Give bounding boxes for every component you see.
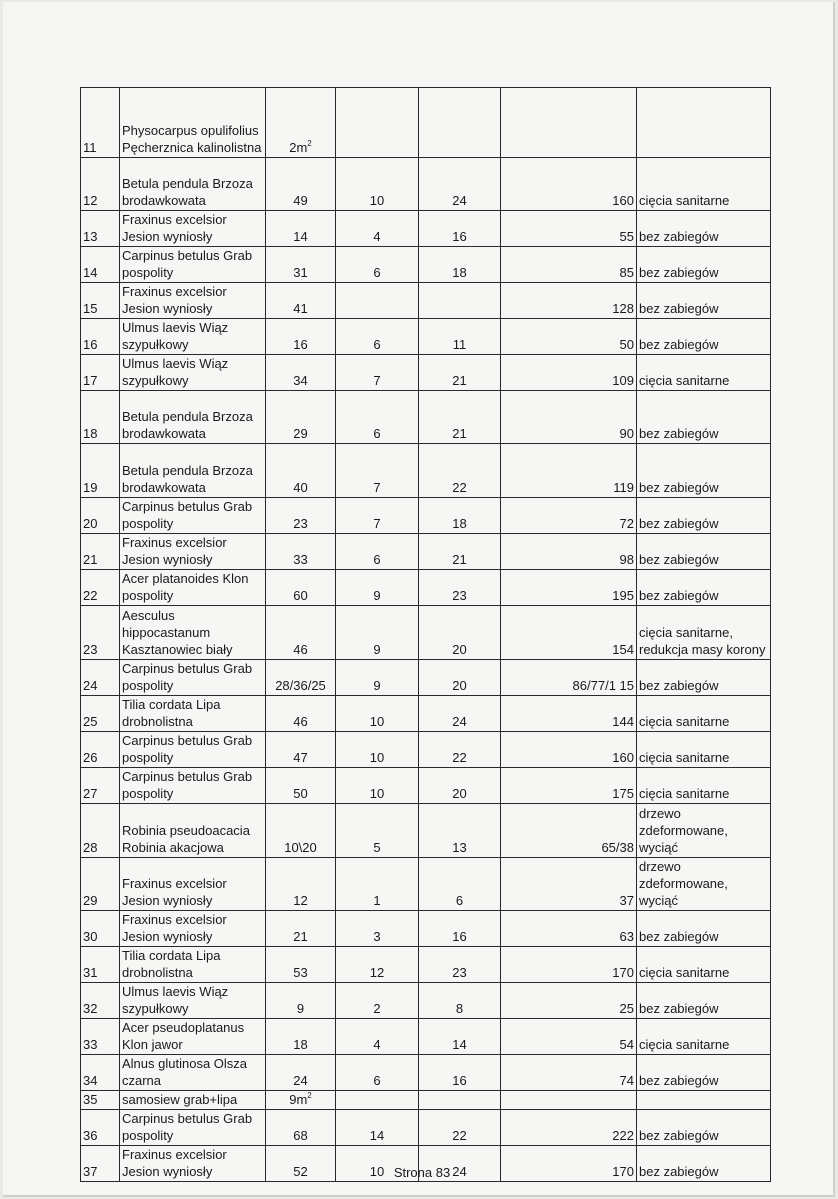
value-b-cell: 9 xyxy=(336,570,419,606)
treatment-cell: bez zabiegów xyxy=(637,534,771,570)
species-cell: Acer platanoides Klon pospolity xyxy=(120,570,266,606)
treatment-cell: bez zabiegów xyxy=(637,1055,771,1091)
row-number-cell: 32 xyxy=(81,983,120,1019)
value-a-cell: 9 xyxy=(266,983,336,1019)
row-number-cell: 25 xyxy=(81,696,120,732)
table-body xyxy=(81,88,771,1182)
table-row xyxy=(81,444,771,498)
row-number-cell: 21 xyxy=(81,534,120,570)
species-cell: Betula pendula Brzoza brodawkowata xyxy=(120,391,266,444)
species-cell: Betula pendula Brzoza brodawkowata xyxy=(120,444,266,498)
value-b-cell xyxy=(336,88,419,158)
table-row xyxy=(81,1055,771,1091)
treatment-cell: cięcia sanitarne xyxy=(637,732,771,768)
treatment-cell: bez zabiegów xyxy=(637,498,771,534)
value-a-cell: 33 xyxy=(266,534,336,570)
value-b-cell: 6 xyxy=(336,247,419,283)
value-b-cell: 10 xyxy=(336,732,419,768)
species-cell: Fraxinus excelsior Jesion wyniosły xyxy=(120,283,266,319)
value-a-cell: 24 xyxy=(266,1055,336,1091)
species-cell: Fraxinus excelsior Jesion wyniosły xyxy=(120,858,266,911)
value-d-cell: 98 xyxy=(501,534,637,570)
value-b-cell: 3 xyxy=(336,911,419,947)
value-b-cell: 1 xyxy=(336,858,419,911)
value-c-cell: 8 xyxy=(419,983,501,1019)
value-b-cell: 4 xyxy=(336,1019,419,1055)
value-c-cell: 11 xyxy=(419,319,501,355)
species-cell: Carpinus betulus Grab pospolity xyxy=(120,768,266,804)
species-cell: Carpinus betulus Grab pospolity xyxy=(120,247,266,283)
table-row xyxy=(81,1019,771,1055)
row-number-cell: 19 xyxy=(81,444,120,498)
value-b-cell: 4 xyxy=(336,211,419,247)
value-b-cell: 7 xyxy=(336,444,419,498)
value-b-cell: 10 xyxy=(336,768,419,804)
value-d-cell: 86/77/1 15 xyxy=(501,660,637,696)
value-b-cell: 10 xyxy=(336,1146,419,1182)
table-row xyxy=(81,319,771,355)
row-number-cell: 33 xyxy=(81,1019,120,1055)
table-row xyxy=(81,606,771,660)
row-number-cell: 29 xyxy=(81,858,120,911)
species-cell: Fraxinus excelsior Jesion wyniosły xyxy=(120,534,266,570)
value-a-cell: 49 xyxy=(266,158,336,211)
species-cell: Fraxinus excelsior Jesion wyniosły xyxy=(120,1146,266,1182)
value-d-cell: 154 xyxy=(501,606,637,660)
species-cell: Acer pseudoplatanus Klon jawor xyxy=(120,1019,266,1055)
species-cell: Ulmus laevis Wiąz szypułkowy xyxy=(120,355,266,391)
table-row xyxy=(81,391,771,444)
species-cell: Carpinus betulus Grab pospolity xyxy=(120,660,266,696)
value-b-cell: 9 xyxy=(336,606,419,660)
value-d-cell: 160 xyxy=(501,732,637,768)
value-d-cell: 85 xyxy=(501,247,637,283)
value-a-cell: 29 xyxy=(266,391,336,444)
table-row xyxy=(81,247,771,283)
treatment-cell: bez zabiegów xyxy=(637,570,771,606)
table-row xyxy=(81,696,771,732)
value-d-cell: 90 xyxy=(501,391,637,444)
value-c-cell: 22 xyxy=(419,444,501,498)
species-cell: Carpinus betulus Grab pospolity xyxy=(120,498,266,534)
table-row xyxy=(81,534,771,570)
row-number-cell: 26 xyxy=(81,732,120,768)
treatment-cell: cięcia sanitarne xyxy=(637,947,771,983)
value-d-cell: 65/38 xyxy=(501,804,637,858)
value-b-cell: 6 xyxy=(336,391,419,444)
value-c-cell: 18 xyxy=(419,247,501,283)
value-d-cell: 160 xyxy=(501,158,637,211)
value-d-cell: 170 xyxy=(501,1146,637,1182)
table-row xyxy=(81,1110,771,1146)
species-cell: Ulmus laevis Wiąz szypułkowy xyxy=(120,319,266,355)
value-c-cell: 16 xyxy=(419,1055,501,1091)
row-number-cell: 12 xyxy=(81,158,120,211)
treatment-cell xyxy=(637,1091,771,1110)
value-d-cell: 170 xyxy=(501,947,637,983)
treatment-cell: cięcia sanitarne xyxy=(637,355,771,391)
row-number-cell: 30 xyxy=(81,911,120,947)
treatment-cell: drzewo zdeformowane, wyciąć xyxy=(637,858,771,911)
row-number-cell: 22 xyxy=(81,570,120,606)
table-row xyxy=(81,283,771,319)
value-b-cell: 10 xyxy=(336,158,419,211)
value-c-cell xyxy=(419,1091,501,1110)
value-c-cell: 24 xyxy=(419,158,501,211)
value-d-cell: 109 xyxy=(501,355,637,391)
value-a-cell: 10\20 xyxy=(266,804,336,858)
species-cell: Betula pendula Brzoza brodawkowata xyxy=(120,158,266,211)
value-b-cell: 9 xyxy=(336,660,419,696)
table-row xyxy=(81,911,771,947)
treatment-cell: bez zabiegów xyxy=(637,211,771,247)
treatment-cell: cięcia sanitarne xyxy=(637,696,771,732)
value-c-cell: 22 xyxy=(419,1110,501,1146)
treatment-cell: bez zabiegów xyxy=(637,444,771,498)
treatment-cell: bez zabiegów xyxy=(637,911,771,947)
value-d-cell: 54 xyxy=(501,1019,637,1055)
value-c-cell xyxy=(419,283,501,319)
table-row xyxy=(81,158,771,211)
value-b-cell: 7 xyxy=(336,498,419,534)
value-c-cell: 16 xyxy=(419,211,501,247)
value-a-cell: $2m^2$ xyxy=(266,88,336,158)
row-number-cell: 15 xyxy=(81,283,120,319)
row-number-cell: 14 xyxy=(81,247,120,283)
value-b-cell: 6 xyxy=(336,319,419,355)
treatment-cell: cięcia sanitarne xyxy=(637,768,771,804)
row-number-cell: 11 xyxy=(81,88,120,158)
value-c-cell: 24 xyxy=(419,696,501,732)
value-d-cell xyxy=(501,1091,637,1110)
treatment-cell: bez zabiegów xyxy=(637,391,771,444)
value-c-cell: 14 xyxy=(419,1019,501,1055)
value-b-cell: 7 xyxy=(336,355,419,391)
value-c-cell xyxy=(419,88,501,158)
value-a-cell: $9m^2$ xyxy=(266,1091,336,1110)
value-c-cell: 22 xyxy=(419,732,501,768)
treatment-cell: bez zabiegów xyxy=(637,1110,771,1146)
table-row xyxy=(81,768,771,804)
page-number: Strona 83 xyxy=(393,1165,451,1180)
row-number-cell: 24 xyxy=(81,660,120,696)
table-row xyxy=(81,570,771,606)
value-b-cell: 2 xyxy=(336,983,419,1019)
species-cell: Ulmus laevis Wiąz szypułkowy xyxy=(120,983,266,1019)
value-c-cell: 21 xyxy=(419,391,501,444)
table-row xyxy=(81,983,771,1019)
value-a-cell: 53 xyxy=(266,947,336,983)
value-d-cell: 55 xyxy=(501,211,637,247)
species-cell: samosiew grab+lipa xyxy=(120,1091,266,1110)
species-cell: Tilia cordata Lipa drobnolistna xyxy=(120,696,266,732)
value-c-cell: 24 xyxy=(419,1146,501,1182)
species-cell: Robinia pseudoacacia Robinia akacjowa xyxy=(120,804,266,858)
table-row xyxy=(81,732,771,768)
treatment-cell: bez zabiegów xyxy=(637,660,771,696)
value-a-cell: 21 xyxy=(266,911,336,947)
row-number-cell: 17 xyxy=(81,355,120,391)
document-page xyxy=(3,2,835,1197)
treatment-cell: bez zabiegów xyxy=(637,983,771,1019)
table-row xyxy=(81,804,771,858)
row-number-cell: 37 xyxy=(81,1146,120,1182)
value-a-cell: 41 xyxy=(266,283,336,319)
treatment-cell: bez zabiegów xyxy=(637,1146,771,1182)
row-number-cell: 31 xyxy=(81,947,120,983)
row-number-cell: 20 xyxy=(81,498,120,534)
value-d-cell: 195 xyxy=(501,570,637,606)
value-d-cell: 175 xyxy=(501,768,637,804)
value-a-cell: 50 xyxy=(266,768,336,804)
value-a-cell: 68 xyxy=(266,1110,336,1146)
value-b-cell xyxy=(336,283,419,319)
value-d-cell: 25 xyxy=(501,983,637,1019)
value-d-cell: 74 xyxy=(501,1055,637,1091)
value-c-cell: 16 xyxy=(419,911,501,947)
treatment-cell: bez zabiegów xyxy=(637,319,771,355)
value-c-cell: 6 xyxy=(419,858,501,911)
table-row xyxy=(81,355,771,391)
value-b-cell: 12 xyxy=(336,947,419,983)
species-cell: Physocarpus opulifolius Pęcherznica kalinolistna xyxy=(120,88,266,158)
row-number-cell: 27 xyxy=(81,768,120,804)
value-b-cell: 14 xyxy=(336,1110,419,1146)
table-row xyxy=(81,211,771,247)
value-b-cell xyxy=(336,1091,419,1110)
species-cell: Fraxinus excelsior Jesion wyniosły xyxy=(120,211,266,247)
row-number-cell: 36 xyxy=(81,1110,120,1146)
value-c-cell: 18 xyxy=(419,498,501,534)
treatment-cell: drzewo zdeformowane, wyciąć xyxy=(637,804,771,858)
row-number-cell: 35 xyxy=(81,1091,120,1110)
value-b-cell: 6 xyxy=(336,534,419,570)
value-c-cell: 20 xyxy=(419,660,501,696)
value-d-cell: 72 xyxy=(501,498,637,534)
treatment-cell: bez zabiegów xyxy=(637,283,771,319)
value-b-cell: 10 xyxy=(336,696,419,732)
value-c-cell: 21 xyxy=(419,534,501,570)
value-c-cell: 20 xyxy=(419,606,501,660)
value-a-cell: 40 xyxy=(266,444,336,498)
species-cell: Fraxinus excelsior Jesion wyniosły xyxy=(120,911,266,947)
value-a-cell: 52 xyxy=(266,1146,336,1182)
value-a-cell: 23 xyxy=(266,498,336,534)
value-a-cell: 31 xyxy=(266,247,336,283)
table-row xyxy=(81,1091,771,1110)
value-d-cell: 37 xyxy=(501,858,637,911)
species-cell: Carpinus betulus Grab pospolity xyxy=(120,732,266,768)
table-row xyxy=(81,498,771,534)
row-number-cell: 13 xyxy=(81,211,120,247)
table-row xyxy=(81,660,771,696)
value-a-cell: 16 xyxy=(266,319,336,355)
value-a-cell: 46 xyxy=(266,696,336,732)
treatment-cell: cięcia sanitarne, redukcja masy korony xyxy=(637,606,771,660)
value-d-cell: 222 xyxy=(501,1110,637,1146)
species-cell: Aesculus hippocastanum Kasztanowiec biały xyxy=(120,606,266,660)
row-number-cell: 23 xyxy=(81,606,120,660)
value-a-cell: 12 xyxy=(266,858,336,911)
value-c-cell: 23 xyxy=(419,570,501,606)
value-c-cell: 21 xyxy=(419,355,501,391)
row-number-cell: 34 xyxy=(81,1055,120,1091)
treatment-cell xyxy=(637,88,771,158)
value-a-cell: 34 xyxy=(266,355,336,391)
value-d-cell xyxy=(501,88,637,158)
value-d-cell: 128 xyxy=(501,283,637,319)
value-b-cell: 6 xyxy=(336,1055,419,1091)
value-b-cell: 5 xyxy=(336,804,419,858)
row-number-cell: 28 xyxy=(81,804,120,858)
value-d-cell: 119 xyxy=(501,444,637,498)
treatment-cell: bez zabiegów xyxy=(637,247,771,283)
table-row xyxy=(81,858,771,911)
value-a-cell: 14 xyxy=(266,211,336,247)
value-a-cell: 60 xyxy=(266,570,336,606)
value-d-cell: 144 xyxy=(501,696,637,732)
value-a-cell: 28/36/25 xyxy=(266,660,336,696)
table-row xyxy=(81,947,771,983)
table-row xyxy=(81,88,771,158)
species-cell: Alnus glutinosa Olsza czarna xyxy=(120,1055,266,1091)
species-cell: Tilia cordata Lipa drobnolistna xyxy=(120,947,266,983)
value-d-cell: 63 xyxy=(501,911,637,947)
row-number-cell: 16 xyxy=(81,319,120,355)
species-cell: Carpinus betulus Grab pospolity xyxy=(120,1110,266,1146)
value-c-cell: 23 xyxy=(419,947,501,983)
treatment-cell: cięcia sanitarne xyxy=(637,158,771,211)
value-a-cell: 47 xyxy=(266,732,336,768)
value-c-cell: 13 xyxy=(419,804,501,858)
tree-inventory-table xyxy=(80,87,771,1182)
value-a-cell: 18 xyxy=(266,1019,336,1055)
value-a-cell: 46 xyxy=(266,606,336,660)
value-d-cell: 50 xyxy=(501,319,637,355)
treatment-cell: cięcia sanitarne xyxy=(637,1019,771,1055)
row-number-cell: 18 xyxy=(81,391,120,444)
value-c-cell: 20 xyxy=(419,768,501,804)
